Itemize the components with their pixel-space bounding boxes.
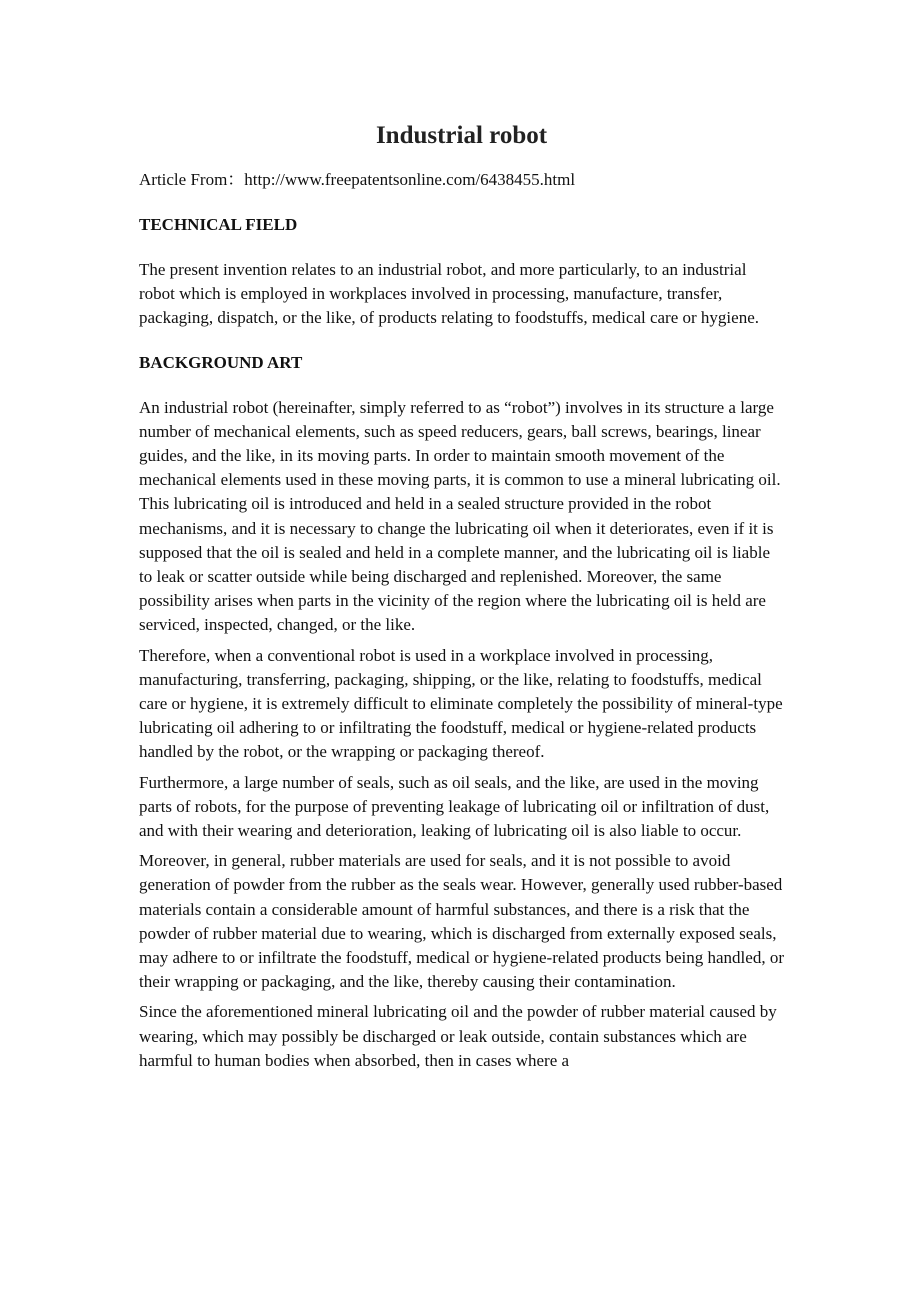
paragraph-background-2: Therefore, when a conventional robot is used in a workplace involved in processing, manufacturing, transferring, packaging, shipping, or the like, relating to foodstuffs, medical care or hygiene, it is extremely difficult to eliminate completely the possibility of mineral-type lubricating oil adhering to or infiltrating the foodstuff, medical or hygiene-related products handled by the robot, or the wrapping or packaging thereof. — [139, 645, 783, 762]
paragraph-background-3: Furthermore, a large number of seals, such as oil seals, and the like, are used in the moving parts of robots, for the purpose of preventing leakage of lubricating oil or infiltration of dust, and with their wearing and deterioration, leaking of lubricating oil is also liable to occur. — [139, 772, 770, 841]
document-title: Industrial robot — [375, 122, 548, 149]
paragraph-background-5: Since the aforementioned mineral lubricating oil and the powder of rubber material caused by wearing, which may possibly be discharged or leak outside, contain substances which are harmful to human bodies when absorbed, then in cases where a — [139, 1002, 777, 1070]
paragraph-technical-field: The present invention relates to an industrial robot, and more particularly, to an industrial robot which is employed in workplaces involved in processing, manufacture, transfer, packaging, dispatch, or the like, of products relating to foodstuffs, medical care or hygiene. — [139, 260, 759, 328]
paragraph-background-1: An industrial robot (hereinafter, simply referred to as “robot”) involves in its structure a large number of mechanical elements, such as speed reducers, gears, ball screws, bearings, linear guides, and the like, in its moving parts. In order to maintain smooth movement of the mechanical elements used in these moving parts, it is common to use a mineral lubricating oil. This lubricating oil is introduced and held in a sealed structure provided in the robot mechanisms, and it is necessary to change the lubricating oil when it deteriorates, even if it is supposed that the oil is sealed and held in a complete manner, and the lubricating oil is liable to leak or scatter outside while being discharged and replenished. Moreover, the same possibility arises when parts in the vicinity of the region where the lubricating oil is held are serviced, inspected, changed, or the like. — [139, 397, 781, 635]
source-line: Article From：http://www.freepatentsonline.com/6438455.html — [139, 170, 576, 189]
document-body — [139, 118, 784, 1073]
section-heading-technical-field: TECHNICAL FIELD — [139, 215, 298, 234]
paragraph-background-4: Moreover, in general, rubber materials are used for seals, and it is not possible to avoid generation of powder from the rubber as the seals wear. However, generally used rubber-based materials contain a considerable amount of harmful substances, and there is a risk that the powder of rubber material due to wearing, which is discharged from externally exposed seals, may adhere to or infiltrate the foodstuff, medical or hygiene-related products being handled, or their wrapping or packaging, and the like, thereby causing their contamination. — [139, 851, 784, 992]
section-heading-background-art: BACKGROUND ART — [139, 352, 303, 372]
